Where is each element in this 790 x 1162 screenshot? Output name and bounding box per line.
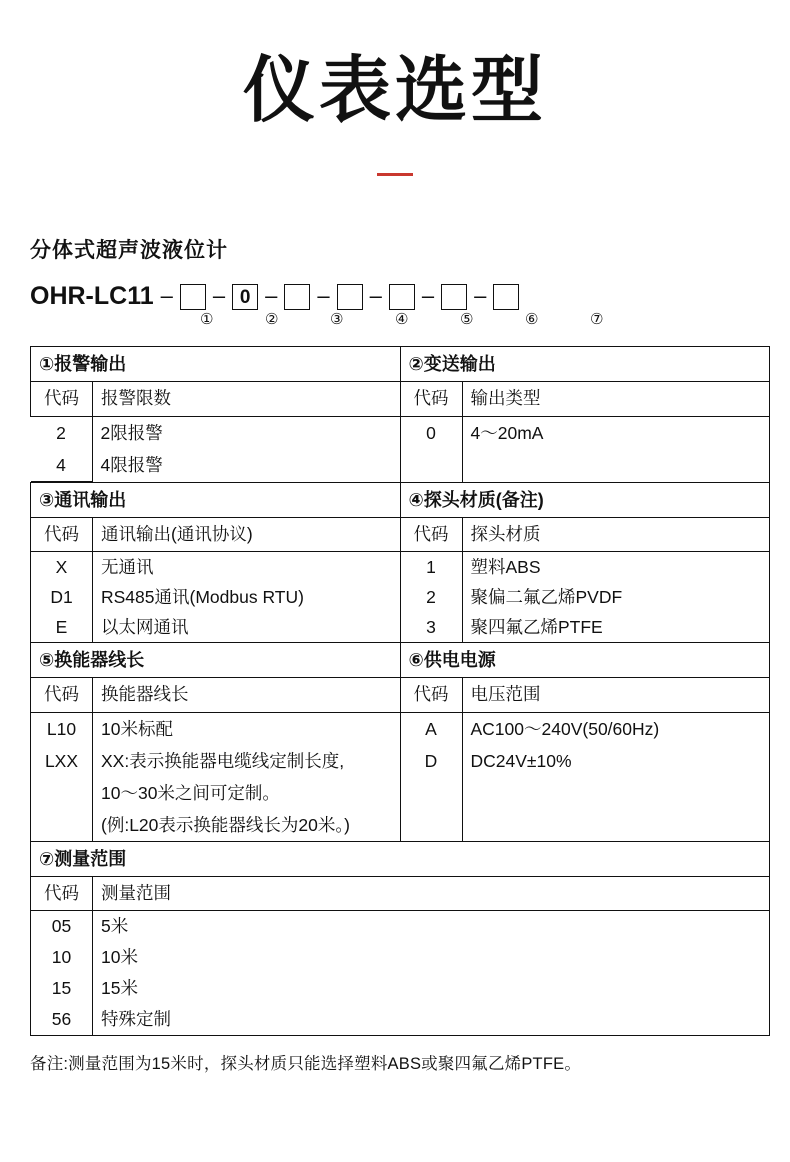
section-6-code-1: D [424,750,438,771]
section-1-desc-1: 4限报警 [100,454,163,475]
section-5-code-cell [31,712,93,841]
section-6-code-cell [400,712,462,841]
title-divider [377,173,413,176]
section-7-code-1: 10 [51,947,72,968]
section-7-code-cell [31,911,93,1036]
section-3-header: ③通讯输出 [31,482,401,517]
section-7-desc-1: 10米 [101,947,138,968]
section-1-code-0: 2 [56,422,66,443]
section-7-header: ⑦测量范围 [31,841,770,876]
section-3-code-0: X [55,557,68,578]
table-row [31,517,770,551]
marker-4: ④ [395,311,409,329]
product-subtitle: 分体式超声波液位计 [30,239,228,263]
section-4-header: ④探头材质(备注) [400,482,770,517]
section-4-desc-cell [462,552,770,643]
section-3-code-2: E [55,617,68,638]
section-6-desc-0: AC100～240V(50/60Hz) [470,718,660,739]
section-5-desc-0: 10米标配 [101,718,173,739]
section-2-desc-0: 4～20mA [462,416,770,482]
section-1-col-code: 代码 [31,382,93,416]
section-7-col-desc: 测量范围 [93,876,770,910]
page-title: 仪表选型 [242,51,547,131]
table-row [31,712,770,841]
table-row [31,643,770,678]
table-row [31,678,770,712]
model-dash-6: – [474,283,487,309]
model-slot-6[interactable] [441,284,467,310]
model-dash-4: – [369,283,382,309]
section-4-desc-2: 聚四氟乙烯PTFE [470,617,603,638]
section-2-col-code: 代码 [400,382,462,416]
section-5-desc-1-line-0: XX:表示换能器电缆线定制长度, [101,750,345,771]
section-2-col-desc: 输出类型 [462,382,770,416]
section-1-desc-0: 2限报警 [100,422,163,443]
table-row [31,841,770,876]
section-1-col-desc: 报警限数 [93,382,401,416]
section-5-desc-1-line-2: (例:L20表示换能器线长为20米。) [101,814,350,835]
section-6-desc-cell [462,712,770,841]
marker-2: ② [265,311,279,329]
model-prefix: OHR-LC11 [30,282,154,311]
marker-1: ① [200,311,214,329]
marker-3: ③ [330,311,344,329]
model-slot-4[interactable] [337,284,363,310]
section-3-col-code: 代码 [31,517,93,551]
section-2-code-0: 0 [400,416,462,482]
section-5-code-0: L10 [46,718,77,739]
section-5-col-code: 代码 [31,678,93,712]
section-6-code-0: A [425,718,437,739]
section-1-code-cell [31,416,93,482]
model-dash-5: – [421,283,435,309]
model-slot-markers [30,312,790,334]
table-row [31,382,770,416]
section-1-code-1: 4 [56,454,66,475]
model-dash-3: – [317,283,330,309]
section-7-desc-2: 15米 [101,978,138,999]
section-5-code-1: LXX [44,750,79,771]
selection-table [30,346,770,1036]
table-row [31,552,770,643]
section-6-header: ⑥供电电源 [400,643,770,678]
marker-7: ⑦ [590,311,604,329]
section-5-header: ⑤换能器线长 [31,643,401,678]
section-3-desc-0: 无通讯 [101,557,154,578]
section-7-desc-0: 5米 [101,916,129,937]
section-6-desc-1: DC24V±10% [470,750,572,771]
section-1-desc-cell [93,416,401,482]
marker-5: ⑤ [460,311,474,329]
marker-6: ⑥ [525,311,539,329]
section-1-header: ①报警输出 [31,347,401,382]
section-4-code-0: 1 [426,557,436,578]
section-3-col-desc: 通讯输出(通讯协议) [93,517,401,551]
model-slot-1[interactable] [180,284,206,310]
section-4-col-code: 代码 [400,517,462,551]
section-5-desc-cell [93,712,401,841]
section-7-code-0: 05 [51,916,72,937]
section-7-col-code: 代码 [31,876,93,910]
model-dash-1: – [212,283,226,309]
section-3-desc-2: 以太网通讯 [101,617,189,638]
section-6-col-desc: 电压范围 [462,678,770,712]
model-code-row [30,276,790,310]
section-3-code-cell [31,552,93,643]
section-7-desc-cell [93,911,770,1036]
section-5-col-desc: 换能器线长 [93,678,401,712]
section-2-header: ②变送输出 [400,347,770,382]
section-4-desc-0: 塑料ABS [470,557,541,578]
section-3-desc-cell [93,552,401,643]
section-4-code-2: 3 [426,617,436,638]
table-row [31,482,770,517]
section-3-desc-1: RS485通讯(Modbus RTU) [101,587,304,608]
section-7-code-3: 56 [51,1009,72,1030]
section-4-col-desc: 探头材质 [462,517,770,551]
model-slot-7[interactable] [493,284,519,310]
footer-note: 备注:测量范围为15米时，探头材质只能选择塑料ABS或聚四氟乙烯PTFE。 [30,1055,582,1074]
model-dash-0: – [160,283,173,309]
section-4-code-cell [400,552,462,643]
section-4-desc-1: 聚偏二氟乙烯PVDF [470,587,623,608]
section-6-col-code: 代码 [400,678,462,712]
section-3-code-1: D1 [50,587,73,608]
model-slot-5[interactable] [389,284,415,310]
model-dash-2: – [265,283,278,309]
section-4-code-1: 2 [426,587,436,608]
table-row [31,876,770,910]
section-7-desc-3: 特殊定制 [101,1009,171,1030]
section-5-desc-1-line-1: 10～30米之间可定制。 [101,782,280,803]
model-slot-3[interactable] [284,284,310,310]
table-row [31,911,770,1036]
model-slot-2[interactable]: 0 [232,284,258,310]
table-row [31,347,770,382]
section-7-code-2: 15 [51,978,72,999]
